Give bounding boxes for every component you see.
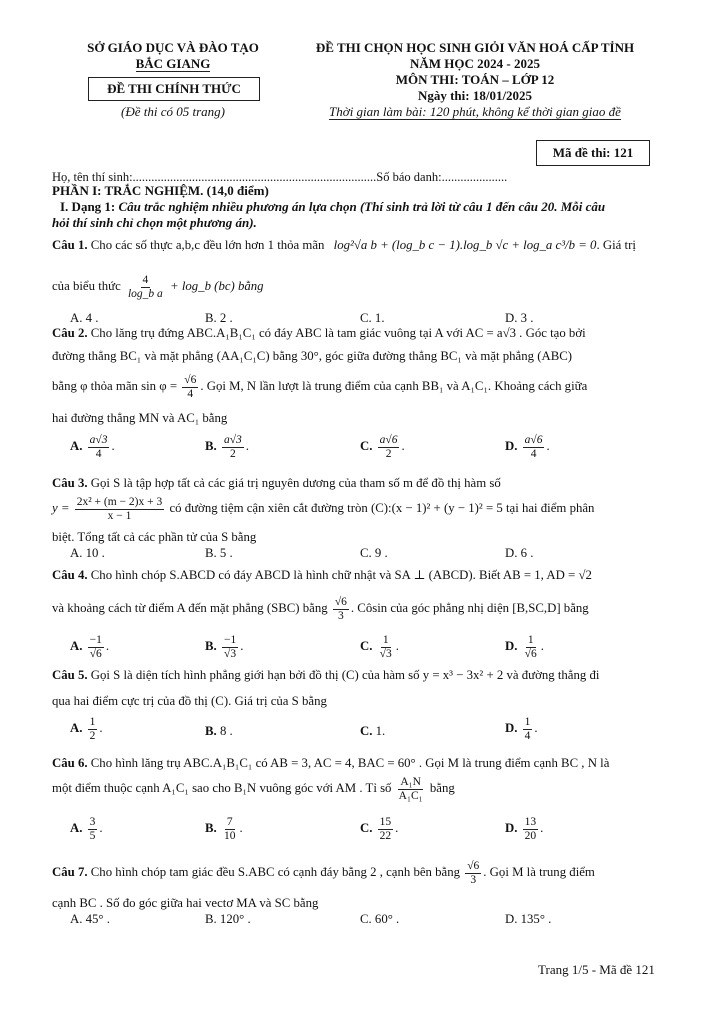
q4-option-b[interactable]: B. $\frac{-1}{√3}$ . (205, 634, 244, 660)
q7-option-b[interactable]: B. 120° . (205, 912, 251, 926)
q3-option-c[interactable]: C. 9 . (360, 546, 388, 560)
part1-title: PHẦN I: TRẮC NGHIỆM. (14,0 điểm) (52, 183, 269, 198)
q3-option-a[interactable]: A. 10 . (70, 546, 105, 560)
q2-option-b[interactable]: B. $\frac{a√3}{2}$ . (205, 434, 249, 460)
q5-option-d[interactable]: D. $\frac{1}{4}$ . (505, 716, 538, 742)
q6-option-b[interactable]: B. $\frac{7}{10}$ . (205, 816, 243, 842)
q7-option-c[interactable]: C. 60° . (360, 912, 400, 926)
department-name: SỞ GIÁO DỤC VÀ ĐÀO TẠO (87, 40, 259, 55)
q1-option-a[interactable]: A. 4 . (70, 311, 99, 325)
part1-type-line: I. Dạng 1: Câu trắc nghiệm nhiều phương án lựa chọn (Thí sinh trả lời từ câu 1 đến câu 20. Mỗi câu (60, 199, 606, 214)
question-5-line1: Câu 5. Gọi S là diện tích hình phẳng giới hạn bởi đồ thị (C) của hàm số y = x³ − 3x² + 2 và đường thẳng đi (52, 668, 600, 682)
question-4-line1: Câu 4. Cho hình chóp S.ABCD có đáy ABCD là hình chữ nhật và SA ⊥ (ABCD). Biết AB = 1, AD = √2 (52, 568, 592, 582)
subject: MÔN THI: TOÁN – LỚP 12 (395, 72, 555, 87)
exam-date: Ngày thi: 18/01/2025 (417, 88, 533, 103)
q2-option-a[interactable]: A. $\frac{a√3}{4}$ . (70, 434, 115, 460)
question-1-line1: Câu 1. Cho các số thực a,b,c đều lớn hơn 1 thỏa mãn log²√a b + (log_b c − 1).log_b √c + log_a c³/b = 0. Giá trị (52, 238, 636, 252)
q4-option-c[interactable]: C. $\frac{1}{√3}$ . (360, 634, 399, 660)
question-2-line1: Câu 2. Cho lăng trụ đứng ABC.A₁B₁C₁ có đáy ABC là tam giác vuông tại A với AC = a√3 . Góc tạo bởi (52, 326, 586, 340)
q6-option-c[interactable]: C. $\frac{15}{22}$ . (360, 816, 399, 842)
school-year: NĂM HỌC 2024 - 2025 (410, 56, 540, 71)
q1-option-d[interactable]: D. 3 . (505, 311, 534, 325)
q1-option-c[interactable]: C. 1. (360, 311, 385, 325)
question-2-line3: bằng φ thỏa mãn sin φ = $\frac{√6}{4}$ . Gọi M, N lần lượt là trung điểm của cạnh BB₁ và A₁C₁. Khoảng cách giữa (52, 374, 588, 400)
q5-option-c[interactable]: C. 1. (360, 724, 386, 738)
q7-option-a[interactable]: A. 45° . (70, 912, 110, 926)
question-4-line2: và khoảng cách từ điểm A đến mặt phẳng (SBC) bằng $\frac{√6}{3}$ . Côsin của góc phẳng nhị diện [B,SC,D] bằng (52, 596, 589, 622)
question-2-line4: hai đường thẳng MN và AC₁ bằng (52, 411, 228, 425)
part1-type-line2: hỏi thí sinh chỉ chọn một phương án). (52, 215, 257, 230)
q6-option-a[interactable]: A. $\frac{3}{5}$ . (70, 816, 103, 842)
question-3-line1: Câu 3. Gọi S là tập hợp tất cả các giá trị nguyên dương của tham số m để đồ thị hàm số (52, 476, 501, 490)
question-1-line2: của biểu thức $\frac{4}{\text{log\_b a}}$ + log_b (bc) bằng (52, 274, 264, 300)
question-3-line2: y = $\frac{\text{2x² + (m − 2)x + 3}}{x - 1}$ có đường tiệm cận xiên cắt đường tròn (C):(x − 1)² + (y − 1)² = 5 tại hai điểm phân (52, 496, 595, 522)
question-7-line1: Câu 7. Cho hình chóp tam giác đều S.ABC có cạnh đáy bằng 2 , cạnh bên bằng $\frac{√6}{3}$ . Gọi M là trung điểm (52, 860, 595, 886)
question-6-line1: Câu 6. Cho hình lăng trụ ABC.A₁B₁C₁ có AB = 3, AC = 4, BAC = 60° . Gọi M là trung điểm cạnh BC , N là (52, 756, 610, 770)
q2-option-d[interactable]: D. $\frac{a√6}{4}$ . (505, 434, 550, 460)
exam-title: ĐỀ THI CHỌN HỌC SINH GIỎI VĂN HOÁ CẤP TỈNH (315, 40, 635, 55)
question-2-line2: đường thẳng BC₁ và mặt phẳng (AA₁C₁C) bằng 30°, góc giữa đường thẳng BC₁ và mặt phẳng (ABC) (52, 349, 573, 363)
q1-option-b[interactable]: B. 2 . (205, 311, 233, 325)
q3-option-d[interactable]: D. 6 . (505, 546, 534, 560)
question-6-line2: một điểm thuộc cạnh A₁C₁ sao cho B₁N vuông góc với AM . Tỉ số $\frac{\text{A₁N}}{\text{A₁C₁}}$ bằng (52, 776, 455, 802)
exam-duration: Thời gian làm bài: 120 phút, không kể thời gian giao đề (329, 104, 621, 119)
q5-option-b[interactable]: B. 8 . (205, 724, 233, 738)
official-exam-box: ĐỀ THI CHÍNH THỨC (88, 77, 260, 101)
question-5-line2: qua hai điểm cực trị của đồ thị (C). Giá trị của S bằng (52, 694, 327, 708)
q3-option-b[interactable]: B. 5 . (205, 546, 233, 560)
q7-option-d[interactable]: D. 135° . (505, 912, 552, 926)
exam-code-box: Mã đề thi: 121 (536, 140, 650, 166)
q5-option-a[interactable]: A. $\frac{1}{2}$ . (70, 716, 103, 742)
q6-option-d[interactable]: D. $\frac{13}{20}$ . (505, 816, 544, 842)
page-footer: Trang 1/5 - Mã đề 121 (538, 962, 655, 977)
q2-option-c[interactable]: C. $\frac{a√6}{2}$ . (360, 434, 405, 460)
question-3-line3: biệt. Tổng tất cả các phần tử của S bằng (52, 530, 257, 544)
q4-option-d[interactable]: D. $\frac{1}{√6}$ . (505, 634, 544, 660)
q4-option-a[interactable]: A. $\frac{-1}{√6}$ . (70, 634, 110, 660)
province-name: BẮC GIANG (135, 56, 211, 71)
question-7-line2: cạnh BC . Số đo góc giữa hai vectơ MA và SC bằng (52, 896, 319, 910)
pages-note: (Đề thi có 05 trang) (121, 104, 225, 119)
candidate-info-line: Họ, tên thí sinh:..............................................................................Số báo danh:..................... (52, 170, 508, 184)
